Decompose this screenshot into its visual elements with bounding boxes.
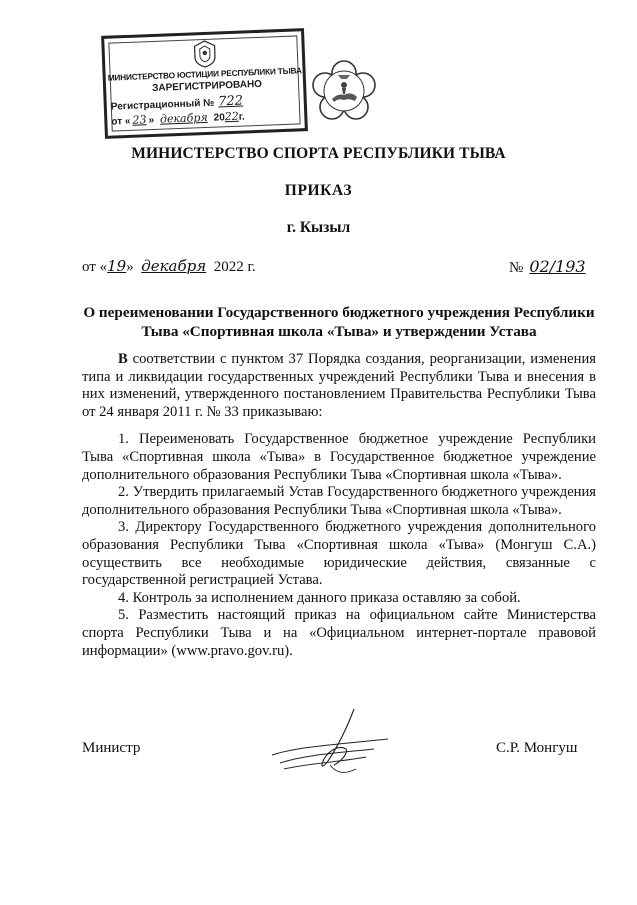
stamp-date-month: декабря: [159, 110, 208, 126]
stamp-registered-line: ЗАРЕГИСТРИРОВАНО: [151, 78, 263, 95]
document-title: ПРИКАЗ: [284, 182, 353, 199]
order-item-2: 2. Утвердить прилагаемый Устав Государственного бюджетного учреждения дополнительного образования Республики Тыва «Спортивная школа «Тыва».: [82, 484, 596, 518]
city-name: г. Кызыл: [286, 219, 351, 236]
stamp-reg-number: 722: [217, 93, 244, 110]
stamp-year-suffix: г.: [238, 111, 245, 123]
stamp-year: 22: [224, 109, 239, 124]
order-item-5: 5. Разместить настоящий приказ на официальном сайте Министерства спорта Республики Тыва и на «Официальном интернет-портале правовой информации» (www.pravo.gov.ru).: [82, 607, 596, 659]
intro-text: соответствии с пунктом 37 Порядка создания, реорганизации, изменения типа и ликвидации государственных учреждений Республики Тыва и внесения в них изменений, утвержденного постановлением Правительства Республики Тыва от 24 января 2011 г. № 33 приказываю:: [82, 351, 596, 420]
order-number: [509, 257, 586, 277]
ministry-emblem-icon: [190, 38, 219, 69]
stamp-date-day: 23: [132, 113, 147, 127]
intro-paragraph: [82, 351, 596, 421]
order-item-3: 3. Директору Государственного бюджетного учреждения дополнительного образования Республики Тыва «Спортивная школа «Тыва» (Монгуш С.А.) осуществить все необходимые юридические действия, связанные с государственной регистрацией Устава.: [82, 519, 596, 589]
ministry-name: МИНИСТЕРСТВО СПОРТА РЕСПУБЛИКИ ТЫВА: [131, 145, 506, 162]
handwritten-signature-icon: [270, 705, 390, 785]
order-item-4: 4. Контроль за исполнением данного приказа оставляю за собой.: [118, 589, 521, 606]
order-body: [82, 351, 596, 660]
stamp-date-prefix: от «: [111, 115, 131, 128]
stamp-year-prefix: 20: [213, 112, 225, 124]
signer-name: С.Р. Монгуш: [496, 740, 578, 756]
order-heading: О переименовании Государственного бюджетного учреждения Республики Тыва «Спортивная школа «Тыва» и утверждении Устава: [83, 304, 595, 340]
order-date-prefix: от «: [82, 259, 108, 275]
order-date: [82, 257, 256, 276]
order-date-day: 19: [107, 257, 127, 275]
stamp-reg-label: Регистрационный №: [110, 97, 215, 113]
order-number-label: №: [509, 260, 524, 276]
order-date-month: декабря: [141, 257, 207, 275]
order-date-year: 2022 г.: [213, 259, 256, 275]
order-date-sep: »: [126, 259, 134, 275]
signer-position: Министр: [82, 740, 141, 756]
order-number-value: 02/193: [529, 257, 586, 276]
stamp-date-sep: »: [148, 114, 155, 127]
registration-stamp: [101, 28, 308, 139]
tuva-coat-of-arms-icon: [311, 55, 377, 123]
order-item-1: 1. Переименовать Государственное бюджетное учреждение Республики Тыва «Спортивная школа «Тыва» в Государственное бюджетное учреждение дополнительного образования Республики Тыва «Спортивная школа «Тыва».: [82, 431, 596, 483]
intro-first-word: В: [118, 351, 128, 367]
stamp-ministry-line: МИНИСТЕРСТВО ЮСТИЦИИ РЕСПУБЛИКИ ТЫВА: [107, 65, 302, 83]
